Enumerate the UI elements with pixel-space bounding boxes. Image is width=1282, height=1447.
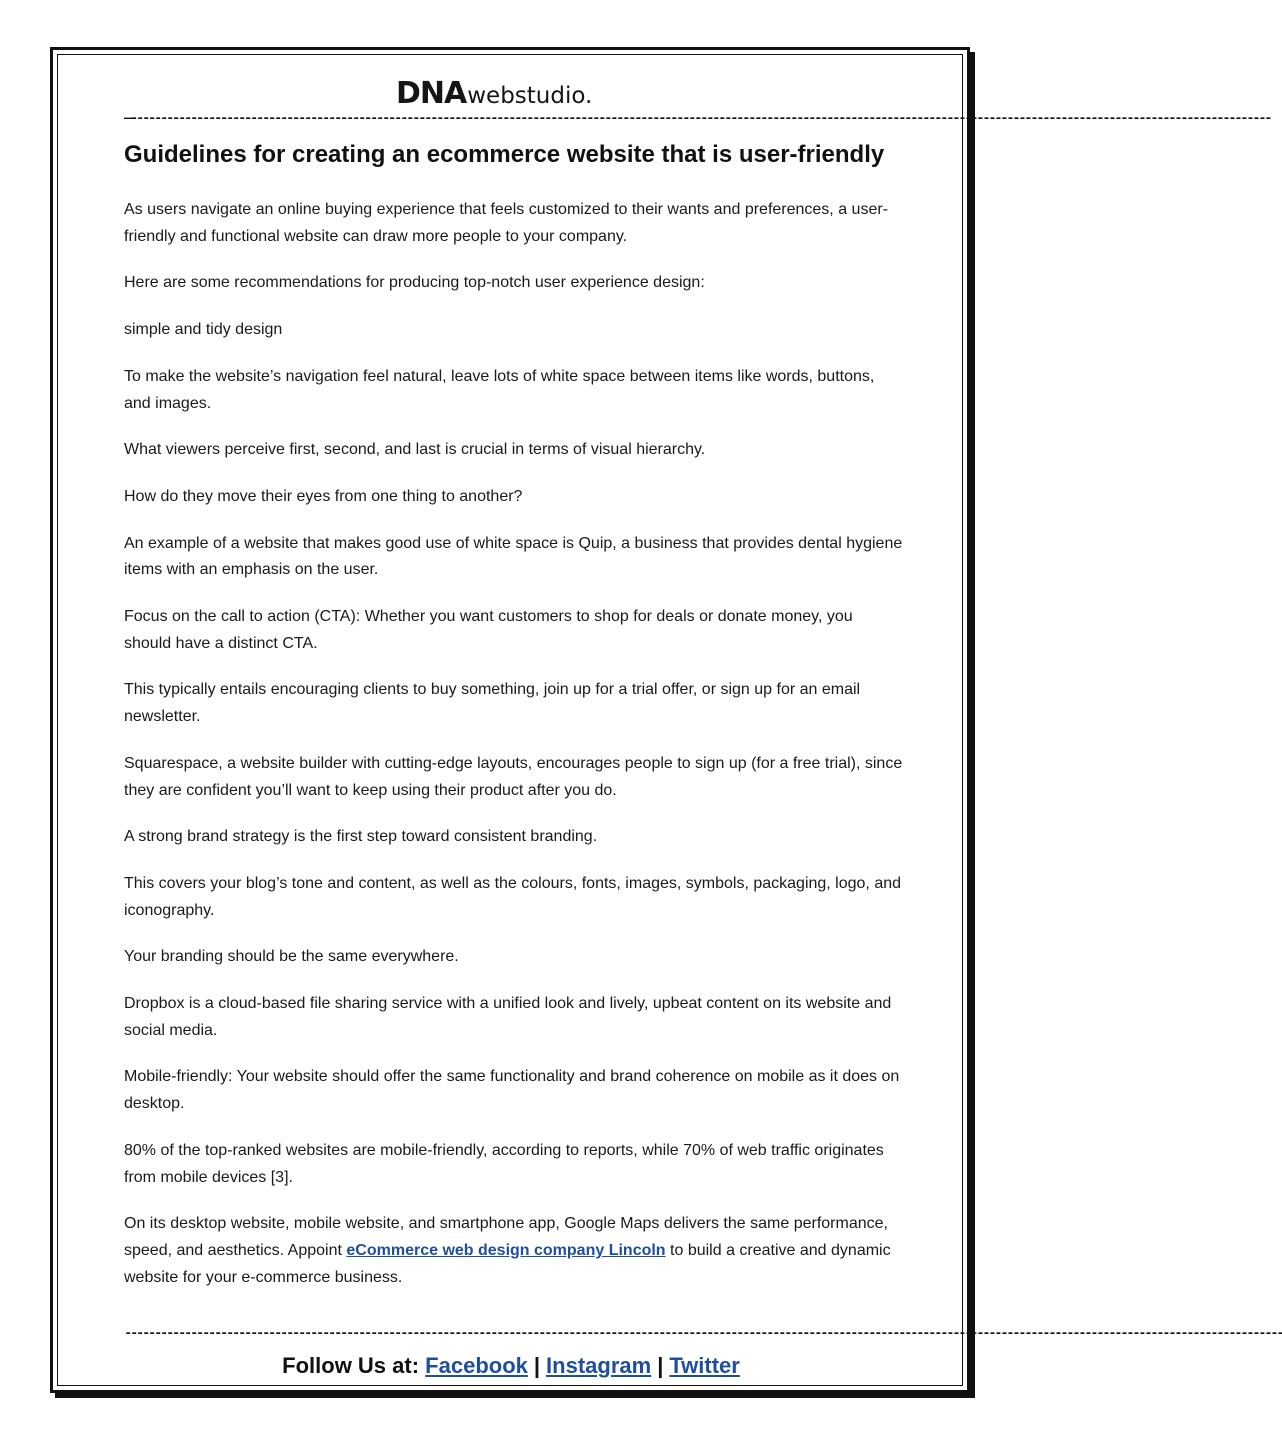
logo-webstudio: webstudio.: [467, 83, 593, 109]
ecommerce-design-company-link[interactable]: eCommerce web design company Lincoln: [346, 1241, 666, 1259]
paragraph: Here are some recommendations for producing top-notch user experience design:: [124, 274, 705, 292]
paragraph: Focus on the call to action (CTA): Whether you want customers to shop for deals or donate money, you should have a distinct CTA.: [124, 608, 853, 652]
paragraph: As users navigate an online buying experience that feels customized to their wants and preferences, a user-friendly and functional website can draw more people to your company.: [124, 201, 888, 245]
paragraph: 80% of the top-ranked websites are mobile-friendly, according to reports, while 70% of web traffic originates from mobile devices [3].: [124, 1141, 884, 1186]
twitter-link[interactable]: Twitter: [669, 1353, 740, 1378]
paragraph: Your branding should be the same everywhere.: [124, 948, 459, 966]
paragraph: What viewers perceive first, second, and last is crucial in terms of visual hierarchy.: [124, 441, 706, 459]
paragraph: Squarespace, a website builder with cutting-edge layouts, encourages people to sign up (for a free trial), since they are confident you’ll want to keep using their product after you do.: [124, 754, 903, 799]
logo-dna: DNA: [396, 76, 467, 111]
paragraph: Mobile-friendly: Your website should offer the same functionality and brand coherence on mobile as it does on desktop.: [124, 1068, 900, 1113]
facebook-link[interactable]: Facebook: [425, 1353, 528, 1378]
paragraph: This typically entails encouraging clients to buy something, join up for a trial offer, or sign up for an email newsletter.: [124, 681, 861, 726]
paragraph: Dropbox is a cloud-based file sharing service with a unified look and lively, upbeat content on its website and social media.: [124, 995, 892, 1039]
paragraph: simple and tidy design: [124, 321, 283, 339]
paragraph: How do they move their eyes from one thing to another?: [124, 487, 523, 505]
article-title: Guidelines for creating an ecommerce website that is user-friendly: [124, 141, 885, 168]
bottom-divider: -------------------------------------------------------------------------------------------------------------------------------------------------------------------------------------------------: [124, 1326, 1282, 1342]
article-body: [124, 197, 904, 1311]
paragraph-text-after-link: to build a creative and dynamic website for your e-commerce business.: [124, 1241, 891, 1286]
paragraph: To make the website’s navigation feel natural, leave lots of white space between items like words, buttons, and images.: [124, 367, 875, 412]
paragraph-text-before-link: On its desktop website, mobile website, and smartphone app, Google Maps delivers the same performance, speed, and aesthetics. Appoint: [124, 1215, 888, 1259]
paragraph: This covers your blog’s tone and content, as well as the colours, fonts, images, symbols, packaging, logo, and iconography.: [124, 874, 902, 919]
link-separator: |: [533, 1353, 541, 1378]
footer-social: [124, 1350, 898, 1382]
paragraph: An example of a website that makes good use of white space is Quip, a business that provides dental hygiene items with an emphasis on the user.: [124, 534, 903, 579]
link-separator: |: [657, 1353, 664, 1378]
instagram-link[interactable]: Instagram: [546, 1353, 652, 1378]
paragraph-with-link: [124, 1211, 904, 1291]
top-divider: —----------------------------------------------------------------------------------------------------------------------------------------------------------------------------------------------: [124, 111, 1271, 127]
paragraph: A strong brand strategy is the first step toward consistent branding.: [124, 828, 598, 846]
follow-label: Follow Us at:: [282, 1353, 420, 1378]
brand-logo: [396, 76, 592, 110]
